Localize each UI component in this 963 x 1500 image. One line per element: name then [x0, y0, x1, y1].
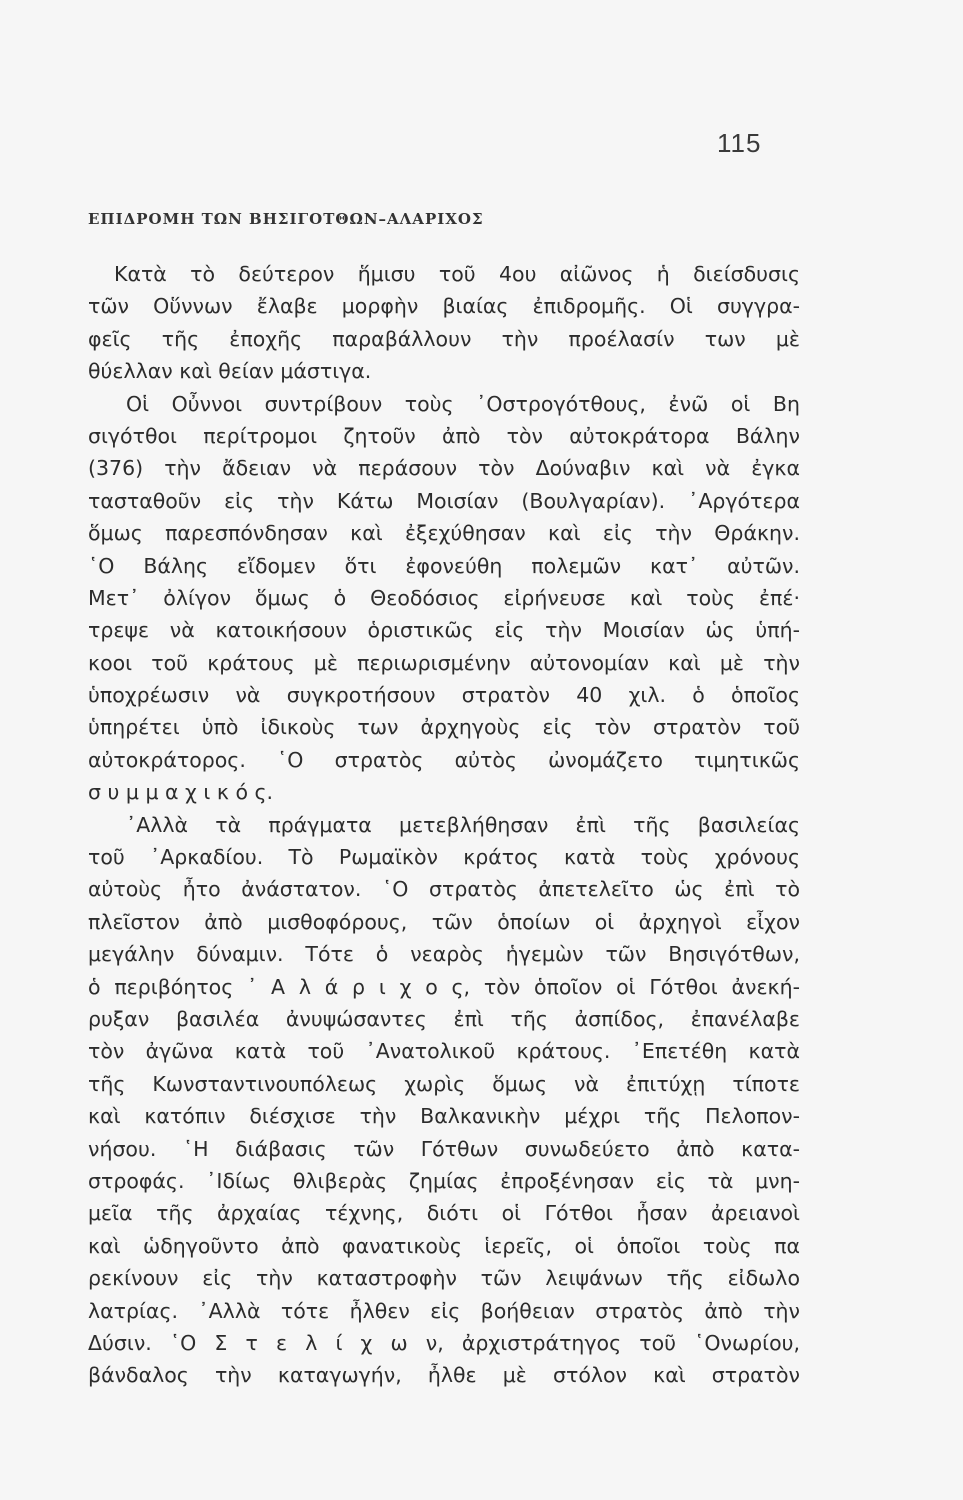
text-line: τοῦ ᾿Αρκαδίου. Τὸ Ρωμαϊκὸν κράτος κατὰ τοὺς χρόνους — [88, 845, 800, 870]
text-line: τὸν ἀγῶνα κατὰ τοῦ ᾿Ανατολικοῦ κράτους. ᾿Επετέθη κατὰ — [88, 1039, 800, 1064]
text-line: θύελλαν καὶ θείαν μάστιγα. — [88, 359, 372, 384]
text-line: ὅμως παρεσπόνδησαν καὶ ἐξεχύθησαν καὶ εἰς τὴν Θράκην. — [88, 521, 800, 546]
text-line: βάνδαλος τὴν καταγωγήν, ἦλθε μὲ στόλον καὶ στρατὸν — [88, 1363, 800, 1388]
text-line: Δύσιν. ῾Ο Σ τ ε λ ί χ ω ν, ἀρχιστράτηγος τοῦ ῾Ονωρίου, — [88, 1330, 800, 1355]
text-line: τῶν Οὕννων ἔλαβε μορφὴν βιαίας ἐπιδρομῆς. Οἱ συγγρα- — [88, 294, 800, 319]
text-line: λατρίας. ᾿Αλλὰ τότε ἦλθεν εἰς βοήθειαν στρατὸς ἀπὸ τὴν — [88, 1298, 800, 1323]
text-line: αὐτοὺς ἦτο ἀνάστατον. ῾Ο στρατὸς ἀπετελεῖτο ὡς ἐπὶ τὸ — [88, 877, 800, 902]
text-line: κοοι τοῦ κράτους μὲ περιωρισμένην αὐτονομίαν καὶ μὲ τὴν — [88, 650, 800, 675]
text-line: σ υ μ μ α χ ι κ ό ς. — [88, 780, 274, 805]
text-line: ὁ περιβόητος ᾿ Α λ ά ρ ι χ ο ς, τὸν ὁποῖον οἱ Γότθοι ἀνεκή- — [88, 974, 800, 999]
text-line: τρεψε νὰ κατοικήσουν ὁριστικῶς εἰς τὴν Μοισίαν ὡς ὑπή- — [88, 618, 800, 643]
text-line: ᾿Αλλὰ τὰ πράγματα μετεβλήθησαν ἐπὶ τῆς βασιλείας — [126, 812, 800, 837]
text-line: ὑποχρέωσιν νὰ συγκροτήσουν στρατὸν 40 χιλ. ὁ ὁποῖος — [88, 683, 800, 708]
text-line: πλεῖστον ἀπὸ μισθοφόρους, τῶν ὁποίων οἱ ἀρχηγοὶ εἶχον — [88, 909, 800, 934]
text-line: ὑπηρέτει ὑπὸ ἰδικοὺς των ἀρχηγοὺς εἰς τὸν στρατὸν τοῦ — [88, 715, 800, 740]
text-line: καὶ ὡδηγοῦντο ἀπὸ φανατικοὺς ἱερεῖς, οἱ ὁποῖοι τοὺς πα — [88, 1233, 800, 1258]
text-line: μεγάλην δύναμιν. Τότε ὁ νεαρὸς ἡγεμὼν τῶν Βησιγότθων, — [88, 942, 800, 967]
text-line: τῆς Κωνσταντινουπόλεως χωρὶς ὅμως νὰ ἐπιτύχῃ τίποτε — [88, 1071, 800, 1096]
text-line: καὶ κατόπιν διέσχισε τὴν Βαλκανικὴν μέχρι τῆς Πελοπον- — [88, 1104, 800, 1129]
page-number: 115 — [717, 128, 762, 158]
text-line: ῾Ο Βάλης εἴδομεν ὅτι ἐφονεύθη πολεμῶν κατ᾿ αὐτῶν. — [88, 553, 800, 578]
text-line: τασταθοῦν εἰς τὴν Κάτω Μοισίαν (Βουλγαρίαν). ᾿Αργότερα — [88, 488, 800, 513]
running-head: ΕΠΙΔΡΟΜΗ ΤΩΝ ΒΗΣΙΓΟΤΘΩΝ–ΑΛΑΡΙΧΟΣ — [88, 210, 484, 228]
text-line: ρεκίνουν εἰς τὴν καταστροφὴν τῶν λειψάνων τῆς εἰδωλο — [88, 1266, 800, 1291]
text-line: φεῖς τῆς ἐποχῆς παραβάλλουν τὴν προέλασίν των μὲ — [88, 326, 800, 351]
text-line: Μετ᾿ ὀλίγον ὅμως ὁ Θεοδόσιος εἰρήνευσε καὶ τοὺς ἐπέ· — [88, 585, 800, 610]
text-line: Κατὰ τὸ δεύτερον ἥμισυ τοῦ 4ου αἰῶνος ἡ διείσδυσις — [114, 262, 800, 286]
text-line: αὐτοκράτορος. ῾Ο στρατὸς αὐτὸς ὠνομάζετο τιμητικῶς — [88, 747, 800, 772]
text-line: Οἱ Οὖννοι συντρίβουν τοὺς ᾿Οστρογότθους, ἐνῶ οἱ Βη — [126, 391, 800, 416]
text-line: (376) τὴν ἄδειαν νὰ περάσουν τὸν Δούναβιν καὶ νὰ ἐγκα — [88, 456, 800, 481]
text-line: νήσου. ῾Η διάβασις τῶν Γότθων συνωδεύετο ἀπὸ κατα- — [88, 1136, 800, 1161]
text-line: μεῖα τῆς ἀρχαίας τέχνης, διότι οἱ Γότθοι ἦσαν ἀρειανοὶ — [88, 1201, 800, 1226]
text-line: ρυξαν βασιλέα ἀνυψώσαντες ἐπὶ τῆς ἀσπίδος, ἐπανέλαβε — [88, 1006, 800, 1031]
text-line: στροφάς. ᾿Ιδίως θλιβερὰς ζημίας ἐπροξένησαν εἰς τὰ μνη- — [88, 1168, 800, 1193]
text-line: σιγότθοι περίτρομοι ζητοῦν ἀπὸ τὸν αὐτοκράτορα Βάλην — [88, 423, 800, 448]
body-text — [88, 258, 800, 1392]
